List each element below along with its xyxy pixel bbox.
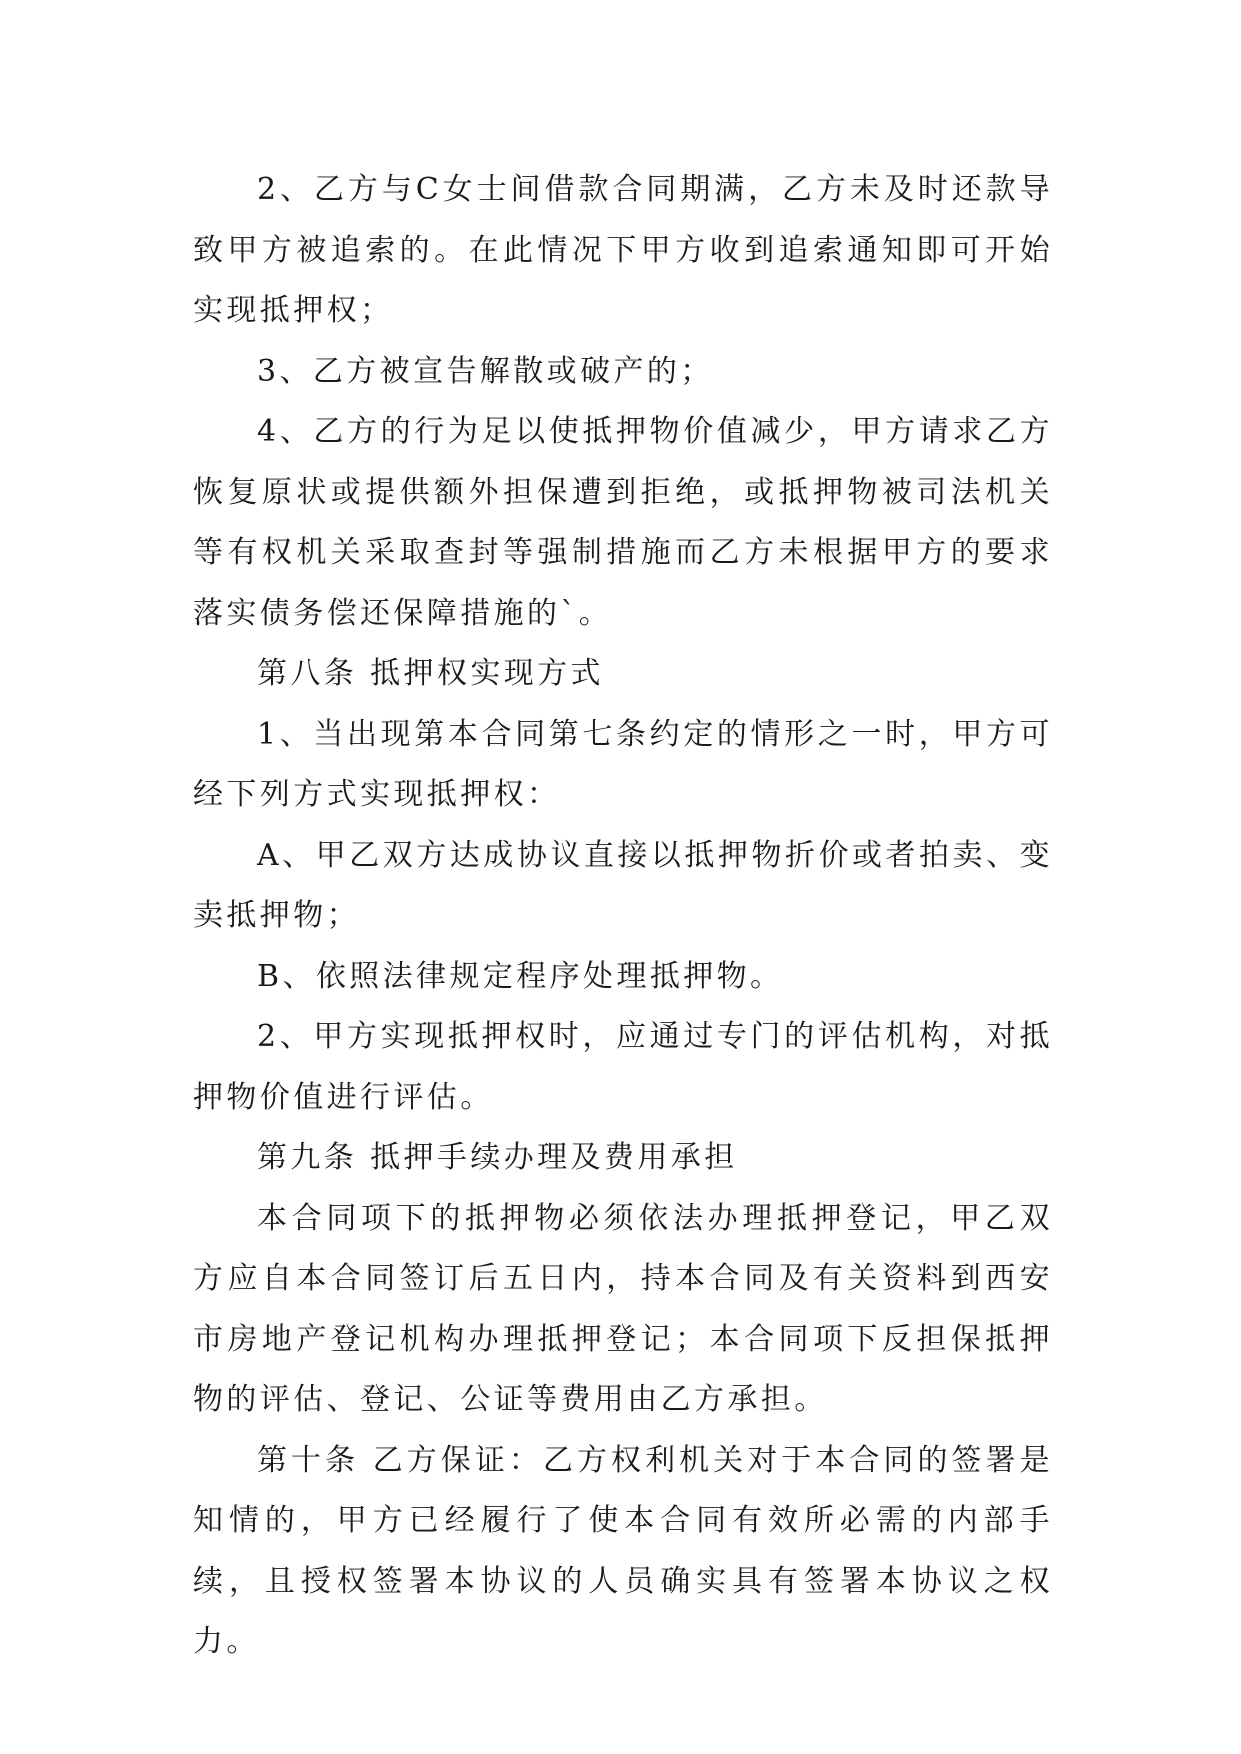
paragraph: A、甲乙双方达成协议直接以抵押物折价或者拍卖、变卖抵押物； bbox=[193, 837, 1053, 933]
document-body bbox=[193, 160, 1053, 1673]
paragraph: 1、当出现第本合同第七条约定的情形之一时，甲方可经下列方式实现抵押权： bbox=[193, 716, 1053, 812]
paragraph: B、依照法律规定程序处理抵押物。 bbox=[257, 958, 784, 994]
paragraph: 4、乙方的行为足以使抵押物价值减少，甲方请求乙方恢复原状或提供额外担保遭到拒绝，或抵押物被司法机关等有权机关采取查封等强制措施而乙方未根据甲方的要求落实债务偿还保障措施的`。 bbox=[193, 414, 1053, 631]
section-heading: 第八条 抵押权实现方式 bbox=[257, 656, 604, 691]
paragraph: 第十条 乙方保证：乙方权利机关对于本合同的签署是知情的，甲方已经履行了使本合同有效所必需的内部手续，且授权签署本协议的人员确实具有签署本协议之权力。 bbox=[193, 1442, 1053, 1659]
paragraph: 本合同项下的抵押物必须依法办理抵押登记，甲乙双方应自本合同签订后五日内，持本合同及有关资料到西安市房地产登记机构办理抵押登记；本合同项下反担保抵押物的评估、登记、公证等费用由乙方承担。 bbox=[193, 1200, 1053, 1417]
paragraph: 2、甲方实现抵押权时，应通过专门的评估机构，对抵押物价值进行评估。 bbox=[193, 1019, 1053, 1115]
paragraph: 2、乙方与C女士间借款合同期满，乙方未及时还款导致甲方被追索的。在此情况下甲方收到追索通知即可开始实现抵押权； bbox=[193, 172, 1053, 328]
paragraph: 3、乙方被宣告解散或破产的； bbox=[257, 353, 714, 389]
section-heading: 第九条 抵押手续办理及费用承担 bbox=[257, 1140, 738, 1175]
